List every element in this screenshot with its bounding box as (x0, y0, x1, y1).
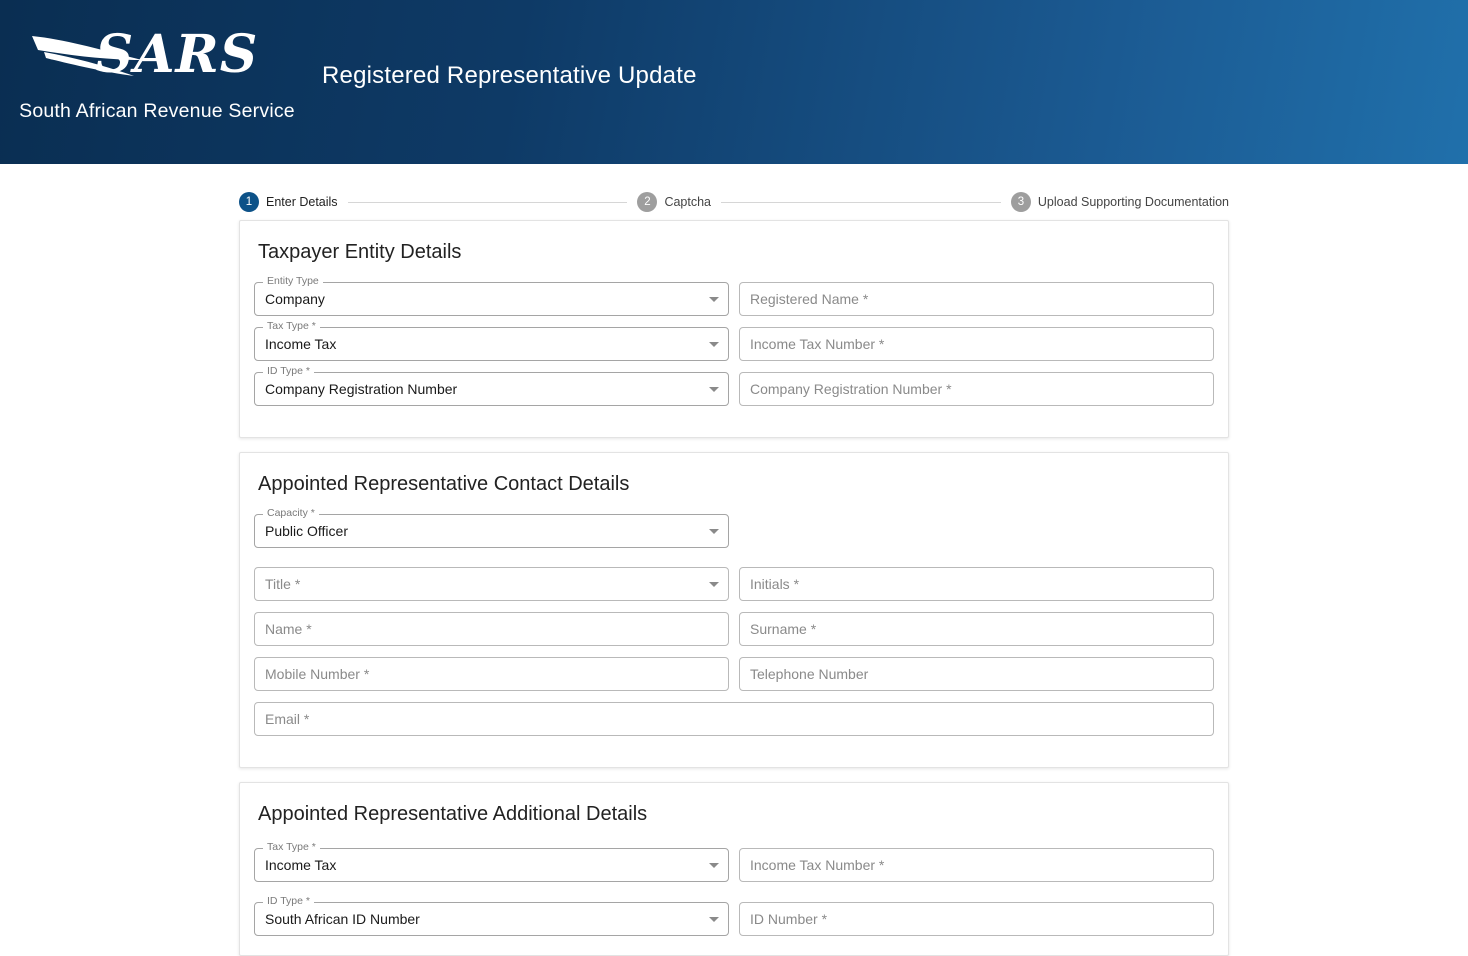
entity-id-type-select[interactable] (254, 365, 729, 406)
title-select[interactable] (254, 567, 729, 601)
section-title: Appointed Representative Contact Details (258, 473, 630, 495)
chevron-down-icon (709, 387, 719, 392)
page-body (0, 164, 1468, 956)
income-tax-number-col (739, 327, 1214, 361)
name-col (254, 612, 729, 646)
initials-input[interactable] (739, 567, 1214, 601)
stepper (239, 180, 1229, 220)
step-enter-details[interactable] (239, 192, 338, 212)
step-label: Upload Supporting Documentation (1037, 195, 1230, 209)
additional-tax-type-col (254, 841, 729, 882)
step-divider (348, 202, 628, 203)
chevron-down-icon (709, 917, 719, 922)
form-row (254, 365, 1214, 406)
mobile-number-col (254, 657, 729, 691)
surname-placeholder: Surname * (750, 621, 817, 637)
additional-id-type-label: ID Type * (263, 896, 314, 907)
telephone-number-col (739, 657, 1214, 691)
section-title: Appointed Representative Additional Details (258, 803, 648, 825)
entity-income-tax-number-placeholder: Income Tax Number * (750, 336, 885, 352)
chevron-down-icon (709, 529, 719, 534)
entity-income-tax-number-input[interactable] (739, 327, 1214, 361)
entity-type-select[interactable] (254, 275, 729, 316)
chevron-down-icon (709, 342, 719, 347)
registered-name-placeholder: Registered Name * (750, 291, 869, 307)
step-number: 1 (239, 192, 259, 212)
page-header (0, 0, 1468, 164)
entity-id-type-value: Company Registration Number (265, 381, 458, 397)
form-row (254, 895, 1214, 936)
form-row (254, 320, 1214, 361)
chevron-down-icon (709, 582, 719, 587)
additional-id-type-col (254, 895, 729, 936)
step-number: 2 (637, 192, 657, 212)
logo-mark (14, 22, 300, 88)
additional-id-type-value: South African ID Number (265, 911, 420, 927)
email-placeholder: Email * (265, 711, 310, 727)
telephone-number-input[interactable] (739, 657, 1214, 691)
surname-col (739, 612, 1214, 646)
page-title: Registered Representative Update (322, 62, 697, 89)
title-col (254, 567, 729, 601)
section-title: Taxpayer Entity Details (258, 241, 462, 263)
swoosh-icon (30, 30, 150, 82)
additional-tax-type-select[interactable] (254, 841, 729, 882)
capacity-value: Public Officer (265, 523, 348, 539)
initials-col (739, 567, 1214, 601)
capacity-select[interactable] (254, 507, 729, 548)
step-upload-supporting-documentation[interactable] (1011, 192, 1229, 212)
step-label: Captcha (664, 195, 712, 209)
additional-id-number-placeholder: ID Number * (750, 911, 828, 927)
company-registration-number-placeholder: Company Registration Number * (750, 381, 952, 397)
name-placeholder: Name * (265, 621, 312, 637)
capacity-label: Capacity * (263, 508, 319, 519)
entity-type-value: Company (265, 291, 325, 307)
form-row (254, 841, 1214, 882)
additional-income-tax-number-placeholder: Income Tax Number * (750, 857, 885, 873)
form-row (254, 657, 1214, 691)
capacity-col (254, 507, 729, 548)
mobile-number-input[interactable] (254, 657, 729, 691)
initials-placeholder: Initials * (750, 576, 800, 592)
additional-id-type-select[interactable] (254, 895, 729, 936)
step-captcha[interactable] (637, 192, 711, 212)
email-input[interactable] (254, 702, 1214, 736)
mobile-number-placeholder: Mobile Number * (265, 666, 370, 682)
email-col (254, 702, 1214, 736)
additional-id-number-input[interactable] (739, 902, 1214, 936)
additional-income-tax-number-col (739, 848, 1214, 882)
form-row (254, 702, 1214, 736)
additional-id-number-col (739, 902, 1214, 936)
sars-logo (0, 0, 300, 123)
additional-tax-type-label: Tax Type * (263, 842, 320, 853)
logo-subtitle: South African Revenue Service (19, 100, 295, 122)
entity-tax-type-value: Income Tax (265, 336, 337, 352)
logo-wordmark: SARS (95, 24, 259, 85)
chevron-down-icon (709, 297, 719, 302)
representative-additional-details-card (239, 782, 1229, 956)
form-row (254, 567, 1214, 601)
step-divider (721, 202, 1001, 203)
form-row (254, 275, 1214, 316)
additional-income-tax-number-input[interactable] (739, 848, 1214, 882)
entity-tax-type-label: Tax Type * (263, 321, 320, 332)
company-registration-number-input[interactable] (739, 372, 1214, 406)
registered-name-col (739, 282, 1214, 316)
name-input[interactable] (254, 612, 729, 646)
additional-tax-type-value: Income Tax (265, 857, 337, 873)
entity-type-label: Entity Type (263, 276, 323, 287)
entity-tax-type-select[interactable] (254, 320, 729, 361)
chevron-down-icon (709, 863, 719, 868)
surname-input[interactable] (739, 612, 1214, 646)
form-row (254, 612, 1214, 646)
tax-type-col (254, 320, 729, 361)
step-number: 3 (1011, 192, 1031, 212)
registered-name-input[interactable] (739, 282, 1214, 316)
company-registration-number-col (739, 372, 1214, 406)
telephone-number-placeholder: Telephone Number (750, 666, 869, 682)
id-type-col (254, 365, 729, 406)
form-row (254, 507, 1214, 548)
step-label: Enter Details (266, 195, 338, 209)
entity-id-type-label: ID Type * (263, 366, 314, 377)
entity-type-col (254, 275, 729, 316)
taxpayer-entity-details-card (239, 220, 1229, 438)
title-placeholder: Title * (265, 576, 301, 592)
representative-contact-details-card (239, 452, 1229, 768)
